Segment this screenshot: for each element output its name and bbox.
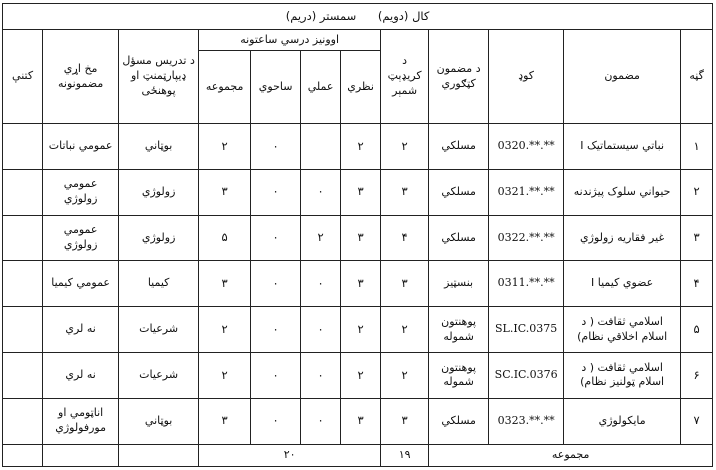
cell-category: پوهنتون شموله [429,307,489,353]
cell-field: ۰ [251,307,301,353]
header-subject: مضمون [564,30,681,124]
header-index: گڼه [681,30,713,124]
cell-notes [3,169,43,215]
table-row [3,169,713,215]
table-row [3,352,713,398]
cell-index: ۵ [681,307,713,353]
summary-empty-department [119,444,199,466]
cell-total: ۲ [199,352,251,398]
semester-label: سمستر (دریم) [285,8,357,23]
summary-empty-notes [3,444,43,466]
header-notes: کتنې [3,30,43,124]
cell-prerequisite: عمومي کيميا [43,261,119,307]
cell-notes [3,215,43,261]
cell-subject: مايکولوژي [564,398,681,444]
cell-index: ۳ [681,215,713,261]
summary-hours-total: ۲۰ [199,444,381,466]
cell-practical: ۰ [301,398,341,444]
cell-code: 0311.**.** [489,261,564,307]
cell-total: ۳ [199,169,251,215]
cell-credits: ۲ [381,352,429,398]
cell-category: مسلكي [429,215,489,261]
cell-prerequisite: اناټومي او مورفولوژي [43,398,119,444]
cell-theory: ۲ [341,307,381,353]
class-label: کال (دویم) [377,8,430,23]
cell-theory: ۳ [341,261,381,307]
cell-department: شرعيات [119,352,199,398]
cell-total: ۳ [199,398,251,444]
header-department: د تدریس مسؤل ډيپارټمنټ او پوهنځی [119,30,199,124]
header-credits: د کریډېټ شمېر [381,30,429,124]
cell-category: مسلكي [429,169,489,215]
cell-code: 0323.**.** [489,398,564,444]
cell-prerequisite: نه لري [43,352,119,398]
cell-theory: ۳ [341,169,381,215]
cell-practical: ۲ [301,215,341,261]
cell-department: کيميا [119,261,199,307]
table-row [3,261,713,307]
cell-code: SC.IC.0376 [489,352,564,398]
cell-total: ۲ [199,307,251,353]
cell-credits: ۳ [381,398,429,444]
cell-prerequisite: عمومي نباتات [43,124,119,170]
cell-prerequisite: عمومي زولوژي [43,215,119,261]
cell-total: ۲ [199,124,251,170]
cell-credits: ۳ [381,261,429,307]
cell-department: بوټاني [119,398,199,444]
cell-practical: ۰ [301,261,341,307]
cell-credits: ۳ [381,169,429,215]
header-weekly-hours: اوونيز درسي ساعتونه [199,30,381,50]
cell-index: ۴ [681,261,713,307]
curriculum-table [2,3,713,467]
cell-notes [3,261,43,307]
header-code: کوډ [489,30,564,124]
cell-practical: ۰ [301,169,341,215]
cell-category: پوهنتون شموله [429,352,489,398]
cell-subject: حيواني سلوک پيژندنه [564,169,681,215]
cell-practical [301,124,341,170]
cell-category: مسلكي [429,124,489,170]
cell-field: ۰ [251,352,301,398]
cell-subject: غير فقاريه زولوژي [564,215,681,261]
summary-credits-total: ۱۹ [381,444,429,466]
cell-subject: نباتي سيستماتيک I [564,124,681,170]
header-prerequisite: مخ اړي مضمونونه [43,30,119,124]
cell-notes [3,307,43,353]
cell-field: ۰ [251,215,301,261]
cell-prerequisite: نه لري [43,307,119,353]
cell-subject: عضوي کيميا I [564,261,681,307]
cell-subject: اسلامي ثقافت ( د اسلام ټولنيز نظام) [564,352,681,398]
cell-field: ۰ [251,398,301,444]
header-field: ساحوي [251,50,301,123]
cell-code: 0321.**.** [489,169,564,215]
cell-field: ۰ [251,169,301,215]
cell-prerequisite: عمومي زولوژي [43,169,119,215]
header-practical: عملي [301,50,341,123]
cell-notes [3,398,43,444]
cell-code: 0322.**.** [489,215,564,261]
header-theory: نظري [341,50,381,123]
cell-category: مسلكي [429,398,489,444]
cell-notes [3,352,43,398]
cell-department: شرعيات [119,307,199,353]
table-row [3,215,713,261]
cell-practical: ۰ [301,352,341,398]
cell-theory: ۳ [341,215,381,261]
header-row-1 [3,30,713,50]
table-row [3,124,713,170]
cell-code: SL.IC.0375 [489,307,564,353]
table-title [3,4,713,30]
cell-field: ۰ [251,124,301,170]
cell-department: زولوژي [119,215,199,261]
cell-subject: اسلامي ثقافت ( د اسلام اخلاقي نظام) [564,307,681,353]
summary-empty-prerequisite [43,444,119,466]
header-category: د مضمون کټګوري [429,30,489,124]
cell-theory: ۲ [341,124,381,170]
cell-theory: ۳ [341,398,381,444]
cell-category: بنسټيز [429,261,489,307]
cell-index: ۶ [681,352,713,398]
cell-total: ۵ [199,215,251,261]
cell-total: ۳ [199,261,251,307]
cell-department: بوټاني [119,124,199,170]
cell-department: زولوژي [119,169,199,215]
table-title-row [3,4,713,30]
table-row [3,398,713,444]
cell-index: ۷ [681,398,713,444]
cell-field: ۰ [251,261,301,307]
cell-notes [3,124,43,170]
cell-theory: ۲ [341,352,381,398]
cell-code: 0320.**.** [489,124,564,170]
cell-credits: ۲ [381,307,429,353]
header-total: مجموعه [199,50,251,123]
cell-credits: ۴ [381,215,429,261]
cell-index: ۲ [681,169,713,215]
cell-credits: ۲ [381,124,429,170]
table-row [3,307,713,353]
cell-practical: ۰ [301,307,341,353]
summary-label: مجموعه [429,444,713,466]
summary-row [3,444,713,466]
cell-index: ۱ [681,124,713,170]
